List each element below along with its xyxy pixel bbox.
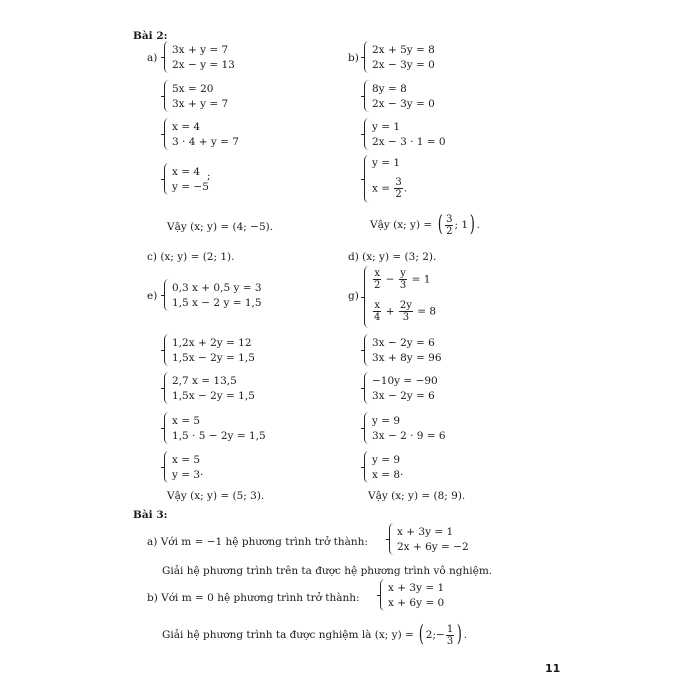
system-b3: y = 1 2x − 3 · 1 = 0	[364, 118, 484, 150]
fraction: $\frac{3}{2}$	[395, 177, 402, 200]
system-g2: 3x − 2y = 6 3x + 8y = 96	[364, 334, 484, 366]
bai3-a-conclusion: Giải hệ phương trình trên ta được hệ phương trình vô nghiệm.	[162, 565, 493, 577]
part-e-label: e)	[147, 290, 158, 302]
system-bai3-b: x + 3y = 1 x + 6y = 0	[380, 579, 470, 611]
result-e: Vậy (x; y) = (5; 3).	[167, 490, 265, 502]
system-e1: 0,3 x + 0,5 y = 3 1,5 x − 2 y = 1,5	[164, 279, 294, 311]
system-b1: 2x + 5y = 8 2x − 3y = 0	[364, 41, 484, 73]
system-e2: 1,2x + 2y = 12 1,5x − 2y = 1,5	[164, 334, 294, 366]
part-a-label: a)	[147, 52, 158, 64]
result-g: Vậy (x; y) = (8; 9).	[368, 490, 466, 502]
system-g4: y = 9 3x − 2 · 9 = 6	[364, 412, 484, 444]
fraction: $\frac{1}{3}$	[446, 623, 454, 647]
system-g5-tail: .	[400, 466, 404, 478]
system-a4-tail: ;	[207, 170, 211, 182]
part-b-label: b)	[348, 52, 359, 64]
bai2-title: Bài 2:	[133, 30, 168, 42]
page-number: 11	[545, 662, 561, 675]
system-b4: y = 1 x = $\frac{3}{2}$ .	[364, 155, 444, 203]
system-g1: $\frac{x}{2}$ − $\frac{y}{3}$ = 1 $\frac{x}{4}$ + $\frac{2y}{3}$ = 8	[364, 266, 454, 328]
result-d: d) (x; y) = (3; 2).	[348, 251, 437, 263]
bai3-b-text: b) Với m = 0 hệ phương trình trở thành:	[147, 592, 360, 604]
system-g3: −10y = −90 3x − 2y = 6	[364, 372, 484, 404]
system-a2: 5x = 20 3x + y = 7	[164, 80, 284, 112]
system-e4: x = 5 1,5 · 5 − 2y = 1,5	[164, 412, 294, 444]
part-g-label: g)	[348, 290, 359, 302]
system-b2: 8y = 8 2x − 3y = 0	[364, 80, 484, 112]
system-e5-tail: .	[200, 466, 204, 478]
result-b: Vậy (x; y) = ( $\frac{3}{2}$ ; 1) .	[370, 212, 480, 237]
system-a1: 3x + y = 7 2x − y = 13	[164, 41, 284, 73]
system-e5: x = 5 y = 3	[164, 451, 224, 483]
system-a3: x = 4 3 · 4 + y = 7	[164, 118, 284, 150]
system-e3: 2,7 x = 13,5 1,5x − 2y = 1,5	[164, 372, 294, 404]
system-a4: x = 4 y = −5	[164, 163, 224, 195]
bai3-b-conclusion: Giải hệ phương trình ta được nghiệm là (x; y) = ( 2;− $\frac{1}{3}$ ) .	[162, 622, 468, 647]
system-bai3-a: x + 3y = 1 2x + 6y = −2	[389, 523, 479, 555]
system-g5: y = 9 x = 8	[364, 451, 424, 483]
bai3-a-text: a) Với m = −1 hệ phương trình trở thành:	[147, 536, 368, 548]
fraction: $\frac{3}{2}$	[446, 213, 453, 237]
bai3-title: Bài 3:	[133, 509, 168, 521]
result-c: c) (x; y) = (2; 1).	[147, 251, 235, 263]
result-a: Vậy (x; y) = (4; −5).	[167, 221, 274, 233]
